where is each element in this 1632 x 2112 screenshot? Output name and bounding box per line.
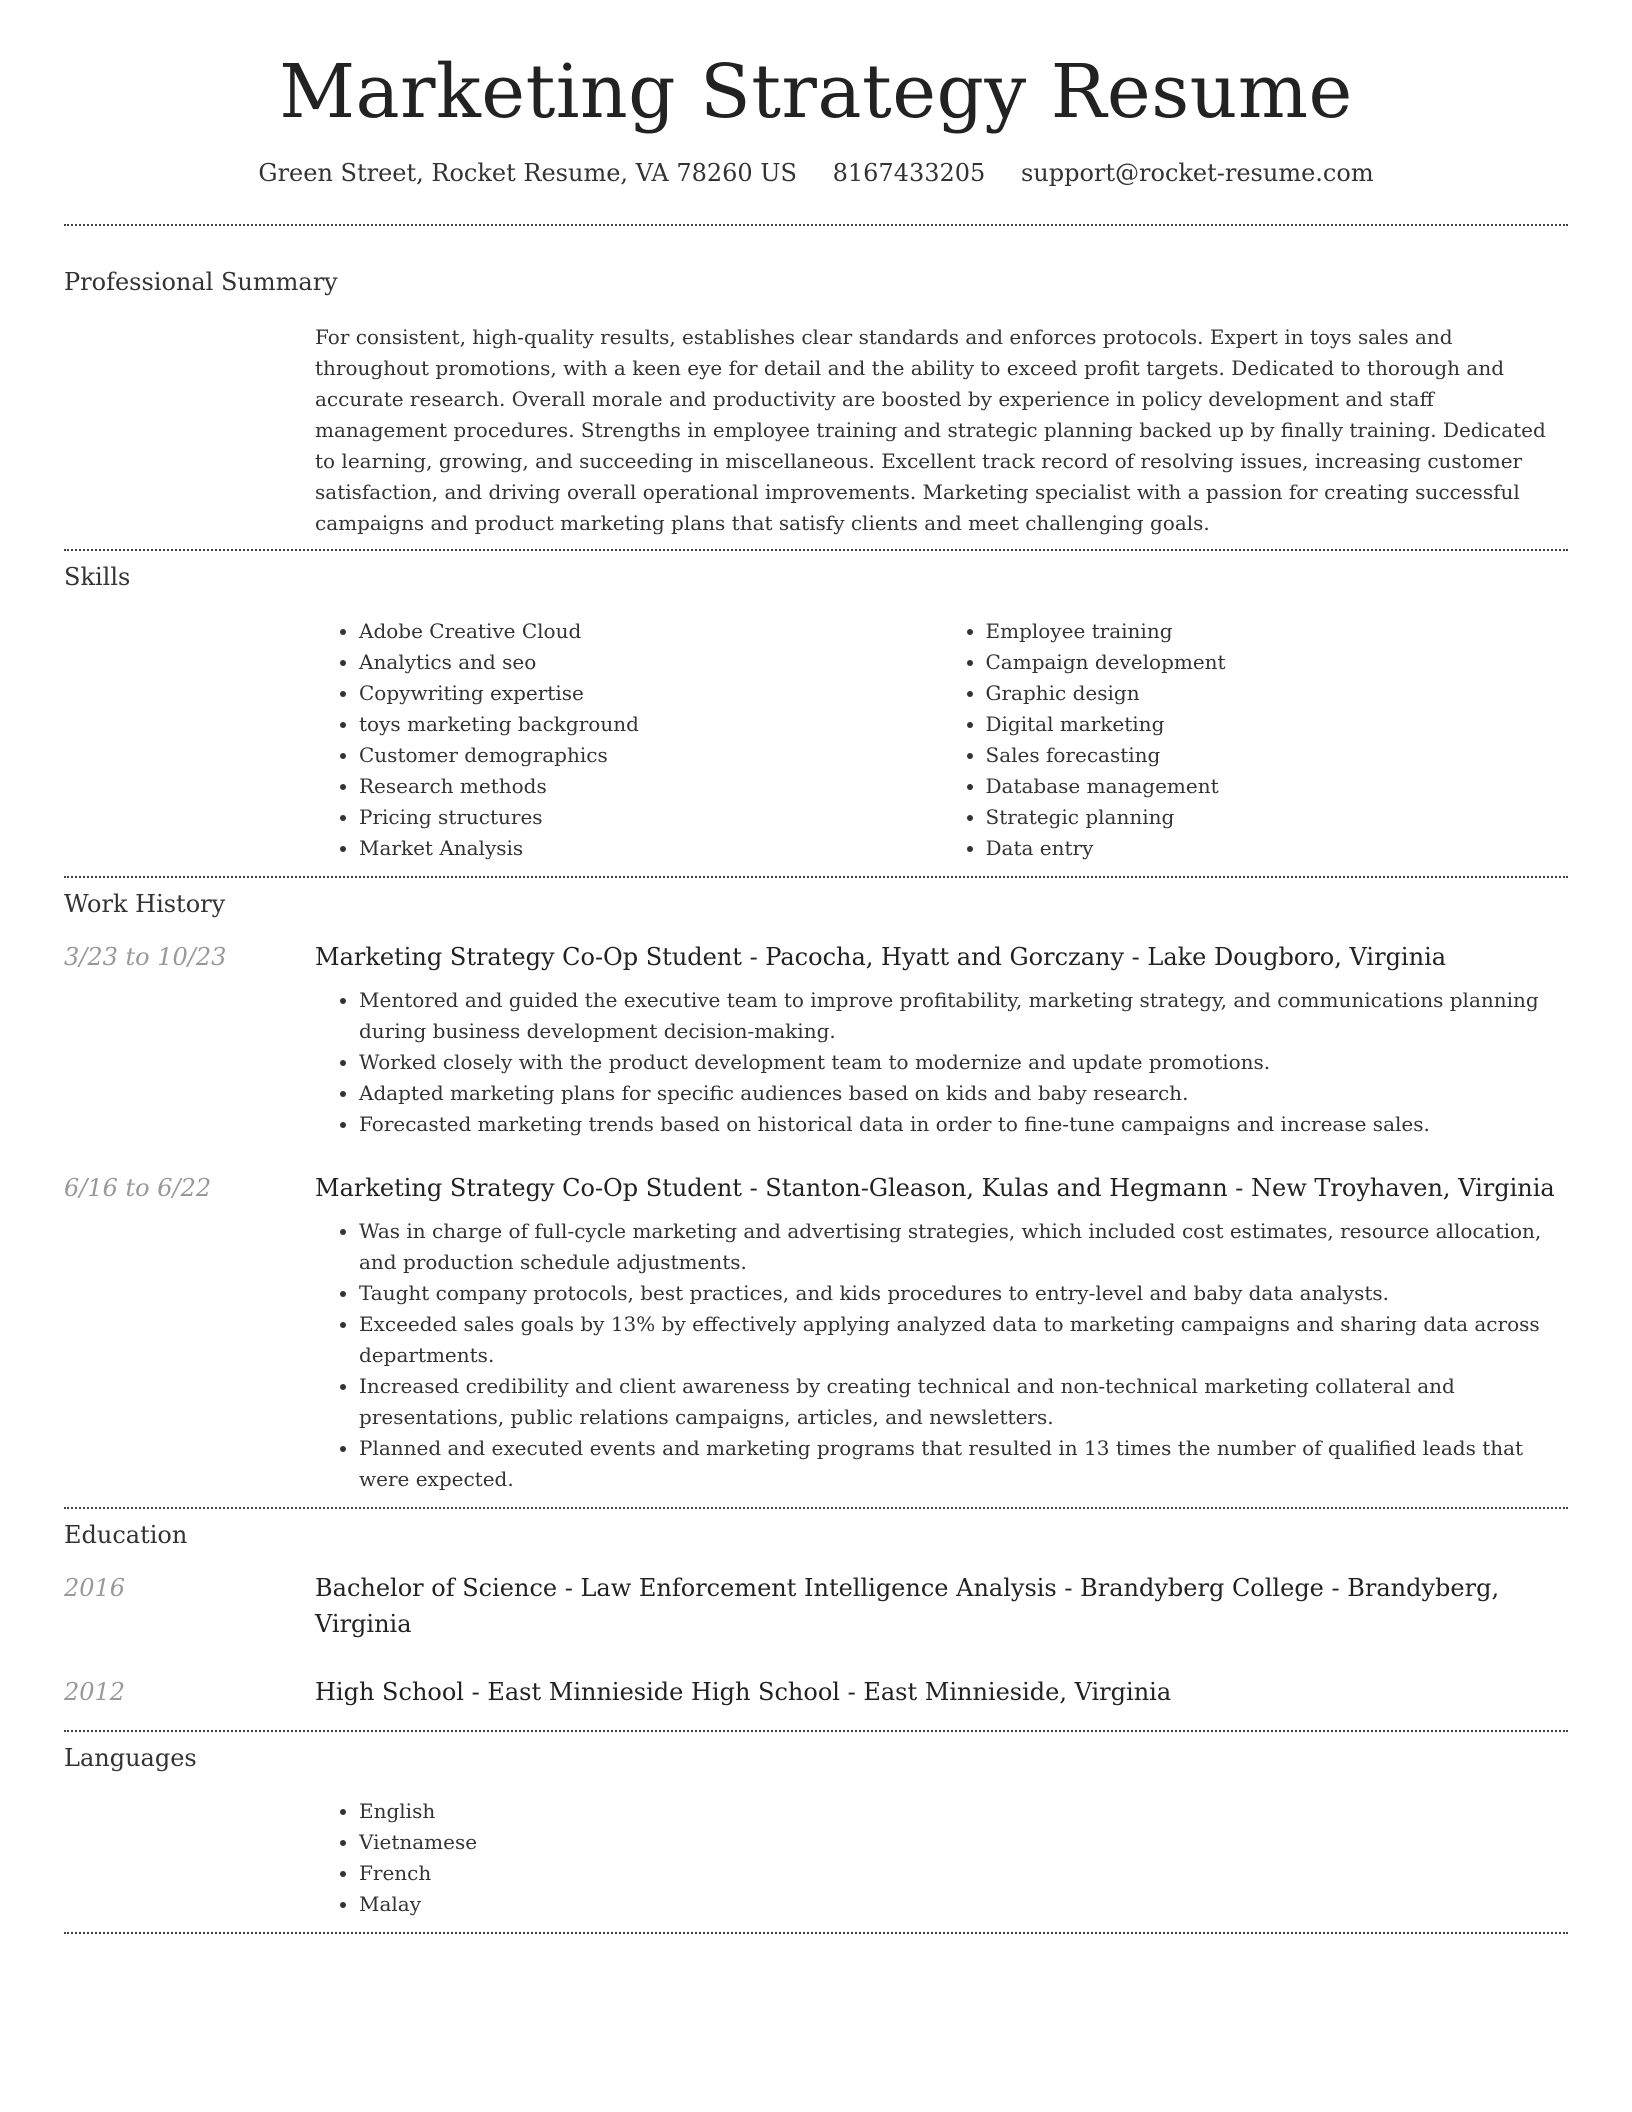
- list-item: • Adapted marketing plans for specific audiences based on kids and baby research.: [359, 1078, 1568, 1109]
- summary-text: For consistent, high-quality results, establishes clear standards and enforces protocols. Expert in toys sales and throughout promotions, with a keen eye for detail and the ability to exceed profit targets. Dedicated to thorough and accurate research. Overall morale and productivity are boosted by experience in policy development and staff management procedures. Strengths in employee training and strategic planning backed up by finally training. Dedicated to learning, growing, and succeeding in miscellaneous. Excellent track record of resolving issues, increasing customer satisfaction, and driving overall operational improvements. Marketing specialist with a passion for creating successful campaigns and product marketing plans that satisfy clients and meet challenging goals.: [315, 325, 1546, 536]
- list-item: • French: [359, 1858, 1568, 1889]
- education-heading: Education: [64, 1520, 188, 1549]
- list-item: • Adobe Creative Cloud: [359, 616, 942, 647]
- list-item: • Graphic design: [986, 678, 1569, 709]
- job-heading: [315, 939, 1446, 975]
- list-item: • Market Analysis: [359, 833, 942, 864]
- job-bullets: [315, 1216, 1568, 1495]
- divider: [64, 1730, 1568, 1732]
- skills-column-right: [942, 616, 1569, 864]
- summary-heading: Professional Summary: [64, 268, 338, 297]
- education-heading-line: [315, 1674, 1171, 1710]
- list-item: • Increased credibility and client awareness by creating technical and non-technical marketing collateral and presentations, public relations campaigns, articles, and newsletters.: [359, 1371, 1568, 1433]
- education-heading-line: [315, 1570, 1568, 1642]
- degree: High School: [315, 1677, 464, 1706]
- job-bullets: [315, 985, 1568, 1140]
- school: - Brandyberg College - Brandyberg, Virginia: [315, 1573, 1500, 1638]
- list-item: • Research methods: [359, 771, 942, 802]
- job-employer: - Pacocha, Hyatt and Gorczany - Lake Dougboro, Virginia: [741, 942, 1447, 971]
- list-item: • Exceeded sales goals by 13% by effectively applying analyzed data to marketing campaigns and sharing data across departments.: [359, 1309, 1568, 1371]
- education-year: 2016: [64, 1573, 126, 1602]
- divider: [64, 876, 1568, 878]
- email: support@rocket-resume.com: [1020, 159, 1374, 188]
- resume-name: Marketing Strategy Resume: [279, 49, 1353, 135]
- school: - East Minnieside High School - East Minnieside, Virginia: [463, 1677, 1172, 1706]
- list-item: • Campaign development: [986, 647, 1569, 678]
- list-item: • Mentored and guided the executive team to improve profitability, marketing strategy, and communications planning during business development decision-making.: [359, 985, 1568, 1047]
- list-item: • Vietnamese: [359, 1827, 1568, 1858]
- languages-heading: Languages: [64, 1743, 197, 1772]
- divider: [64, 1507, 1568, 1509]
- work-history-heading: Work History: [64, 889, 226, 918]
- list-item: • Database management: [986, 771, 1569, 802]
- job-title: Marketing Strategy Co-Op Student: [315, 942, 742, 971]
- skills-list: [315, 616, 1568, 864]
- education-entry: [64, 1674, 1568, 1710]
- skills-heading: Skills: [64, 563, 131, 592]
- divider: [64, 549, 1568, 551]
- divider: [64, 1932, 1568, 1934]
- list-item: • Pricing structures: [359, 802, 942, 833]
- job-heading: [315, 1170, 1555, 1206]
- address: Green Street, Rocket Resume, VA 78260 US: [258, 159, 797, 188]
- list-item: • Analytics and seo: [359, 647, 942, 678]
- list-item: • Taught company protocols, best practices, and kids procedures to entry-level and baby data analysts.: [359, 1278, 1568, 1309]
- contact-line: [64, 159, 1568, 187]
- list-item: • Digital marketing: [986, 709, 1569, 740]
- job-title: Marketing Strategy Co-Op Student: [315, 1173, 742, 1202]
- languages-list: [315, 1796, 1568, 1920]
- job-entry: [64, 939, 1568, 975]
- list-item: • Data entry: [986, 833, 1569, 864]
- list-item: • Worked closely with the product development team to modernize and update promotions.: [359, 1047, 1568, 1078]
- job-dates: 6/16 to 6/22: [64, 1173, 212, 1202]
- list-item: • English: [359, 1796, 1568, 1827]
- list-item: • Customer demographics: [359, 740, 942, 771]
- phone: 8167433205: [832, 159, 986, 188]
- list-item: • Employee training: [986, 616, 1569, 647]
- list-item: • Was in charge of full-cycle marketing and advertising strategies, which included cost estimates, resource allocation, and production schedule adjustments.: [359, 1216, 1568, 1278]
- list-item: • Strategic planning: [986, 802, 1569, 833]
- job-employer: - Stanton-Gleason, Kulas and Hegmann - New Troyhaven, Virginia: [741, 1173, 1555, 1202]
- education-entry: [64, 1570, 1568, 1642]
- education-year: 2012: [64, 1677, 126, 1706]
- job-dates: 3/23 to 10/23: [64, 942, 227, 971]
- job-entry: [64, 1170, 1568, 1206]
- list-item: • toys marketing background: [359, 709, 942, 740]
- degree: Bachelor of Science - Law Enforcement Intelligence Analysis: [315, 1573, 1057, 1602]
- list-item: • Sales forecasting: [986, 740, 1569, 771]
- resume-page: [64, 0, 1568, 1934]
- list-item: • Malay: [359, 1889, 1568, 1920]
- list-item: • Forecasted marketing trends based on historical data in order to fine-tune campaigns and increase sales.: [359, 1109, 1568, 1140]
- skills-column-left: [315, 616, 942, 864]
- divider: [64, 224, 1568, 226]
- list-item: • Copywriting expertise: [359, 678, 942, 709]
- list-item: • Planned and executed events and marketing programs that resulted in 13 times the number of qualified leads that were expected.: [359, 1433, 1568, 1495]
